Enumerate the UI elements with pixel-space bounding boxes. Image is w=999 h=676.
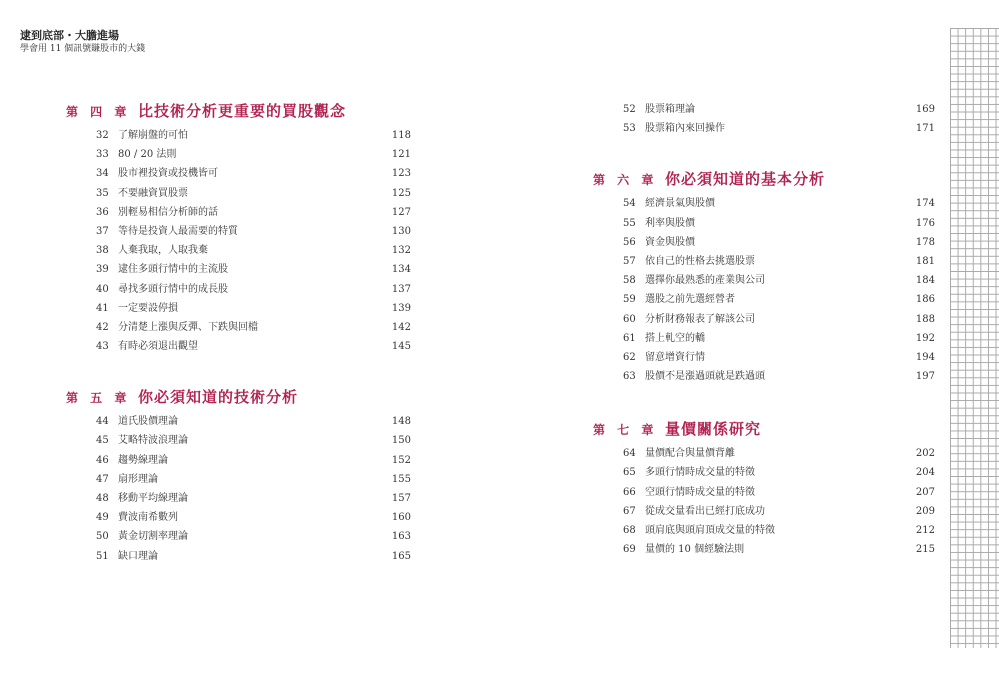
toc-entry-page: 181 bbox=[915, 255, 935, 267]
toc-entry-title: 利率與股價 bbox=[645, 217, 695, 229]
toc-entry-number: 59 bbox=[623, 294, 636, 306]
chapter-heading bbox=[593, 168, 935, 194]
toc-entry-number: 35 bbox=[96, 187, 109, 199]
toc-entry-label bbox=[96, 145, 176, 164]
toc-entry-page: 142 bbox=[391, 321, 411, 333]
toc-entry[interactable] bbox=[623, 233, 935, 252]
toc-entry-label bbox=[96, 280, 228, 299]
toc-entry-label bbox=[623, 214, 695, 233]
toc-entry-number: 39 bbox=[96, 264, 109, 276]
toc-entry-title: 黃金切割率理論 bbox=[118, 531, 188, 543]
toc-entry-label bbox=[96, 241, 208, 260]
toc-entry[interactable] bbox=[96, 280, 411, 299]
toc-entry-label bbox=[623, 463, 755, 482]
toc-entry-title: 別輕易相信分析師的話 bbox=[118, 206, 218, 218]
toc-entry-page: 145 bbox=[391, 341, 411, 353]
toc-entry-label bbox=[96, 470, 158, 489]
toc-entry-title: 多頭行情時成交量的特徵 bbox=[645, 467, 755, 479]
toc-entry-number: 50 bbox=[96, 531, 109, 543]
toc-entry-label bbox=[623, 100, 695, 119]
toc-entry[interactable] bbox=[623, 194, 935, 213]
toc-entry-title: 道氏股價理論 bbox=[118, 416, 178, 428]
chapter-section bbox=[66, 386, 411, 566]
toc-entry-number: 44 bbox=[96, 416, 109, 428]
toc-entry-title: 人棄我取，人取我棄 bbox=[118, 245, 208, 257]
toc-entry-label bbox=[623, 329, 705, 348]
toc-entry[interactable] bbox=[96, 222, 411, 241]
toc-entry[interactable] bbox=[96, 203, 411, 222]
toc-entry-label bbox=[623, 483, 755, 502]
toc-entry-page: 134 bbox=[391, 264, 411, 276]
toc-entry-number: 57 bbox=[623, 255, 636, 267]
toc-entry-title: 股票箱理論 bbox=[645, 104, 695, 115]
toc-entry-number: 63 bbox=[623, 371, 636, 383]
toc-entry[interactable] bbox=[623, 367, 935, 386]
toc-entry-page: 186 bbox=[915, 294, 935, 306]
toc-entry-title: 留意增資行情 bbox=[645, 351, 705, 363]
toc-entry-page: 209 bbox=[915, 505, 935, 517]
toc-entry-title: 資金與股價 bbox=[645, 236, 695, 248]
toc-entry-label bbox=[96, 184, 188, 203]
toc-entry-page: 165 bbox=[391, 550, 411, 562]
toc-entry-label bbox=[623, 444, 735, 463]
book-title: 逮到底部・大膽進場 bbox=[20, 29, 119, 42]
toc-entry[interactable] bbox=[623, 271, 935, 290]
chapter-section bbox=[593, 418, 935, 559]
running-header bbox=[20, 28, 145, 56]
toc-entry-page: 202 bbox=[915, 448, 935, 460]
chapter-heading bbox=[66, 100, 411, 126]
toc-entry-page: 197 bbox=[915, 371, 935, 383]
toc-entry-page: 194 bbox=[915, 351, 935, 363]
toc-entry[interactable] bbox=[623, 463, 935, 482]
toc-entry-page: 123 bbox=[391, 168, 411, 180]
toc-entry-title: 分清楚上漲與反彈、下跌與回檔 bbox=[118, 321, 258, 333]
toc-entry-page: 157 bbox=[391, 493, 411, 504]
toc-entry[interactable] bbox=[623, 348, 935, 367]
chapter-number: 第 六 章 bbox=[593, 173, 658, 188]
toc-entry-page: 171 bbox=[915, 123, 935, 135]
toc-entry[interactable] bbox=[96, 337, 411, 356]
toc-entry-title: 分析財務報表了解該公司 bbox=[645, 313, 755, 325]
toc-entry-label bbox=[623, 194, 715, 213]
chapter-title: 你必須知道的基本分析 bbox=[665, 170, 826, 189]
toc-entry[interactable] bbox=[96, 508, 411, 527]
toc-entry[interactable] bbox=[96, 145, 411, 164]
toc-entry-page: 148 bbox=[391, 416, 411, 428]
toc-entry[interactable] bbox=[623, 252, 935, 271]
toc-entry[interactable] bbox=[623, 483, 935, 502]
toc-entry-number: 67 bbox=[623, 505, 636, 517]
toc-entry-list bbox=[593, 100, 935, 138]
toc-entry-number: 69 bbox=[623, 544, 636, 556]
toc-entry-number: 51 bbox=[96, 550, 109, 562]
toc-entry-number: 61 bbox=[623, 332, 636, 344]
toc-entry[interactable] bbox=[623, 100, 935, 119]
chapter-section bbox=[593, 168, 935, 386]
grid-margin-decoration bbox=[950, 28, 999, 648]
toc-entry-number: 34 bbox=[96, 168, 109, 180]
chapter-title: 比技術分析更重要的買股觀念 bbox=[138, 102, 347, 120]
toc-entry-label bbox=[96, 431, 188, 450]
toc-entry-page: 178 bbox=[915, 236, 935, 248]
chapter-title: 量價關係研究 bbox=[665, 420, 762, 439]
toc-entry[interactable] bbox=[623, 329, 935, 348]
chapter-section bbox=[66, 100, 411, 356]
toc-entry[interactable] bbox=[96, 299, 411, 318]
toc-entry-number: 45 bbox=[96, 435, 109, 447]
toc-entry-title: 股市裡投資或投機皆可 bbox=[118, 168, 218, 180]
toc-entry-number: 41 bbox=[96, 302, 109, 314]
toc-entry[interactable] bbox=[96, 412, 411, 431]
toc-entry-title: 頭肩底與頭肩頂成交量的特徵 bbox=[645, 525, 775, 536]
toc-entry-label bbox=[623, 521, 775, 540]
toc-entry-title: 尋找多頭行情中的成長股 bbox=[118, 283, 228, 295]
toc-entry-page: 130 bbox=[391, 225, 411, 237]
toc-entry-title: 量價配合與量價背離 bbox=[645, 448, 735, 460]
toc-entry-page: 188 bbox=[915, 313, 935, 325]
toc-entry-title: 空頭行情時成交量的特徵 bbox=[645, 486, 755, 498]
toc-entry-number: 60 bbox=[623, 313, 636, 325]
toc-entry-label bbox=[96, 337, 198, 356]
chapter-number: 第 五 章 bbox=[66, 391, 131, 406]
toc-entry[interactable] bbox=[96, 126, 411, 145]
toc-entry-title: 選股之前先選經營者 bbox=[645, 294, 735, 306]
toc-entry[interactable] bbox=[96, 260, 411, 279]
toc-entry-number: 47 bbox=[96, 473, 109, 485]
toc-entry-number: 56 bbox=[623, 236, 636, 248]
toc-entry-page: 176 bbox=[915, 217, 935, 229]
toc-entry-title: 股價不是漲過頭就是跌過頭 bbox=[645, 371, 765, 383]
toc-entry-page: 155 bbox=[391, 473, 411, 485]
toc-entry-number: 40 bbox=[96, 283, 109, 295]
toc-entry-label bbox=[96, 489, 188, 508]
toc-entry[interactable] bbox=[96, 527, 411, 546]
toc-entry-title: 費波南希數列 bbox=[118, 512, 178, 524]
toc-entry-label bbox=[96, 508, 178, 527]
toc-entry-label bbox=[96, 412, 178, 431]
toc-entry-title: 經濟景氣與股價 bbox=[645, 198, 715, 210]
toc-entry-label bbox=[96, 318, 258, 337]
toc-entry[interactable] bbox=[623, 540, 935, 559]
chapter-title: 你必須知道的技術分析 bbox=[138, 388, 299, 407]
toc-entry-page: 215 bbox=[915, 544, 935, 556]
chapter-heading bbox=[66, 386, 411, 412]
toc-entry[interactable] bbox=[96, 489, 411, 508]
toc-entry-number: 37 bbox=[96, 225, 109, 237]
toc-entry-title: 了解崩盤的可怕 bbox=[118, 130, 188, 141]
toc-entry[interactable] bbox=[96, 431, 411, 450]
toc-entry-page: 169 bbox=[915, 104, 935, 115]
toc-entry-label bbox=[623, 502, 765, 521]
toc-entry[interactable] bbox=[623, 521, 935, 540]
toc-entry-page: 137 bbox=[391, 283, 411, 295]
toc-entry-page: 163 bbox=[391, 531, 411, 543]
toc-entry-number: 46 bbox=[96, 454, 109, 466]
toc-entry-list bbox=[66, 412, 411, 566]
toc-entry-number: 66 bbox=[623, 486, 636, 498]
toc-entry[interactable] bbox=[623, 310, 935, 329]
toc-entry-number: 38 bbox=[96, 245, 109, 257]
toc-entry-number: 42 bbox=[96, 321, 109, 333]
toc-entry[interactable] bbox=[623, 502, 935, 521]
toc-entry-label bbox=[623, 540, 744, 559]
toc-entry-label bbox=[96, 299, 178, 318]
toc-entry[interactable] bbox=[96, 451, 411, 470]
toc-entry-label bbox=[623, 348, 705, 367]
toc-entry-page: 139 bbox=[391, 302, 411, 314]
toc-entry-label bbox=[623, 367, 765, 386]
chapter-heading bbox=[593, 418, 935, 444]
toc-entry[interactable] bbox=[623, 290, 935, 309]
toc-entry-label bbox=[623, 233, 695, 252]
toc-entry[interactable] bbox=[96, 547, 411, 566]
toc-entry-label bbox=[623, 310, 755, 329]
toc-entry-label bbox=[96, 260, 228, 279]
toc-entry-page: 125 bbox=[391, 187, 411, 199]
toc-entry-title: 缺口理論 bbox=[118, 550, 158, 562]
toc-entry-title: 移動平均線理論 bbox=[118, 493, 188, 504]
toc-entry-number: 49 bbox=[96, 512, 109, 524]
toc-entry-page: 132 bbox=[391, 245, 411, 257]
toc-entry-label bbox=[623, 290, 735, 309]
toc-entry[interactable] bbox=[623, 214, 935, 233]
chapter-number: 第 四 章 bbox=[66, 105, 131, 119]
toc-entry-number: 43 bbox=[96, 341, 109, 353]
toc-entry[interactable] bbox=[96, 318, 411, 337]
toc-entry-title: 量價的 10 個經驗法則 bbox=[645, 544, 745, 556]
toc-entry-title: 一定要設停損 bbox=[118, 302, 178, 314]
toc-entry[interactable] bbox=[623, 119, 935, 138]
toc-entry-page: 204 bbox=[915, 467, 935, 479]
toc-entry-number: 55 bbox=[623, 217, 636, 229]
toc-entry-label bbox=[96, 164, 218, 183]
toc-entry-title: 逮住多頭行情中的主流股 bbox=[118, 264, 228, 276]
toc-entry-list bbox=[66, 126, 411, 356]
chapter-number: 第 七 章 bbox=[593, 423, 658, 438]
toc-entry-number: 32 bbox=[96, 130, 109, 141]
toc-entry-label bbox=[96, 126, 188, 145]
toc-entry-title: 80 / 20 法則 bbox=[118, 149, 177, 161]
toc-entry[interactable] bbox=[96, 164, 411, 183]
toc-entry-title: 從成交量看出已經打底成功 bbox=[645, 505, 765, 517]
toc-entry-number: 68 bbox=[623, 525, 636, 536]
toc-right-column bbox=[593, 100, 935, 559]
toc-entry-number: 36 bbox=[96, 206, 109, 218]
toc-entry-number: 58 bbox=[623, 275, 636, 287]
toc-entry-number: 33 bbox=[96, 149, 109, 161]
toc-entry-title: 趨勢線理論 bbox=[118, 454, 168, 466]
toc-entry-number: 64 bbox=[623, 448, 636, 460]
toc-entry-label bbox=[96, 527, 188, 546]
book-subtitle: 學會用 11 個訊號賺股市的大錢 bbox=[20, 44, 146, 54]
toc-entry[interactable] bbox=[623, 444, 935, 463]
toc-entry[interactable] bbox=[96, 184, 411, 203]
toc-entry-page: 174 bbox=[915, 198, 935, 210]
toc-entry-number: 65 bbox=[623, 467, 636, 479]
toc-entry-page: 207 bbox=[915, 486, 935, 498]
toc-entry-page: 184 bbox=[915, 275, 935, 287]
toc-entry-list bbox=[593, 194, 935, 386]
toc-entry[interactable] bbox=[96, 470, 411, 489]
toc-entry-list bbox=[593, 444, 935, 559]
toc-entry-title: 艾略特波浪理論 bbox=[118, 435, 188, 447]
toc-entry-label bbox=[623, 271, 765, 290]
toc-entry-number: 54 bbox=[623, 198, 636, 210]
toc-entry-label bbox=[96, 203, 218, 222]
toc-entry-number: 52 bbox=[623, 104, 636, 115]
toc-entry-label bbox=[96, 451, 168, 470]
toc-entry-number: 53 bbox=[623, 123, 636, 135]
toc-entry-page: 150 bbox=[391, 435, 411, 447]
toc-entry-number: 48 bbox=[96, 493, 109, 504]
toc-entry-label bbox=[96, 547, 158, 566]
chapter-section bbox=[593, 100, 935, 138]
toc-entry[interactable] bbox=[96, 241, 411, 260]
toc-entry-number: 62 bbox=[623, 351, 636, 363]
toc-entry-title: 依自己的性格去挑選股票 bbox=[645, 255, 755, 267]
toc-entry-page: 160 bbox=[391, 512, 411, 524]
toc-entry-title: 搭上軋空的轎 bbox=[645, 332, 705, 344]
toc-entry-title: 有時必須退出觀望 bbox=[118, 341, 198, 353]
toc-entry-page: 121 bbox=[391, 149, 411, 161]
toc-entry-page: 127 bbox=[391, 206, 411, 218]
toc-entry-label bbox=[623, 252, 755, 271]
toc-entry-page: 212 bbox=[915, 525, 935, 536]
toc-entry-title: 不要融資買股票 bbox=[118, 187, 188, 199]
toc-entry-page: 152 bbox=[391, 454, 411, 466]
toc-entry-label bbox=[96, 222, 238, 241]
toc-entry-page: 192 bbox=[915, 332, 935, 344]
toc-entry-label bbox=[623, 119, 725, 138]
toc-entry-title: 選擇你最熟悉的產業與公司 bbox=[645, 275, 765, 287]
toc-entry-title: 等待是投資人最需要的特質 bbox=[118, 225, 238, 237]
toc-entry-title: 股票箱內來回操作 bbox=[645, 123, 725, 135]
toc-left-column bbox=[66, 100, 411, 566]
toc-entry-title: 扇形理論 bbox=[118, 473, 158, 485]
toc-entry-page: 118 bbox=[391, 130, 411, 141]
